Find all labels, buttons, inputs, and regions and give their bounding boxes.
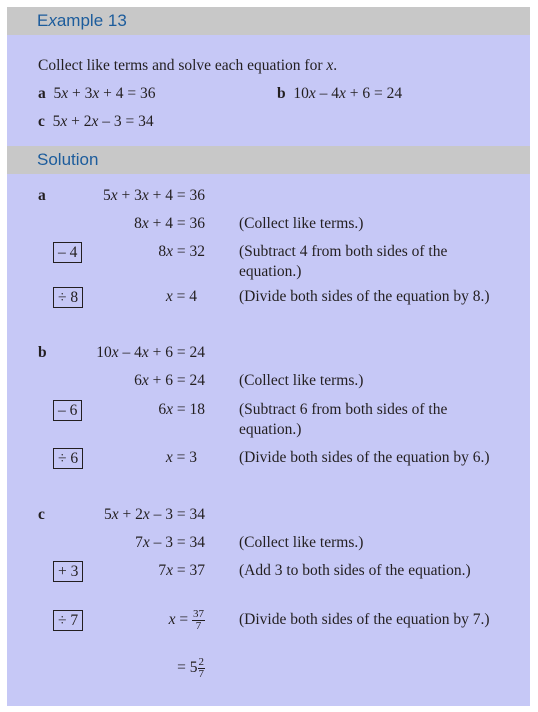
solution-c-line1: 5x + 2x – 3 = 34 <box>103 506 205 523</box>
solution-c-label: c <box>38 506 45 523</box>
solution-c-line2: 7x – 3 = 34 <box>135 534 205 551</box>
solution-b-op3: – 6 <box>53 400 82 421</box>
solution-c-note4: (Divide both sides of the equation by 7.) <box>239 611 490 628</box>
fraction-37-7: $\frac{37}{7}$ <box>193 607 204 632</box>
solution-c-note3: (Add 3 to both sides of the equation.) <box>239 562 471 579</box>
question-b: b 10x – 4x + 6 = 24 <box>277 85 403 102</box>
solution-b-line1: 10x – 4x + 6 = 24 <box>96 344 205 361</box>
solution-a-op3: – 4 <box>53 242 82 263</box>
solution-a-line2: 8x + 4 = 36 <box>134 215 205 232</box>
solution-b-op4: ÷ 6 <box>53 448 83 469</box>
question-c: c 5x + 2x – 3 = 34 <box>38 113 154 130</box>
question-a: a 5x + 3x + 4 = 36 <box>38 85 156 102</box>
solution-b-line3: 6x = 18 <box>158 401 205 418</box>
solution-a-line3: 8x = 32 <box>158 243 205 260</box>
example-card <box>7 7 530 706</box>
solution-b-note2: (Collect like terms.) <box>239 372 364 389</box>
solution-c-line3: 7x = 37 <box>158 562 205 579</box>
solution-a-line4: x = 4 <box>165 288 197 305</box>
solution-a-op4: ÷ 8 <box>53 287 83 308</box>
solution-a-label: a <box>38 187 46 204</box>
solution-c-line5: = 5 $\frac{2}{7}$ <box>177 655 204 680</box>
fraction-2-7: $\frac{2}{7}$ <box>198 655 204 680</box>
solution-title: Solution <box>7 146 530 174</box>
solution-b-note3: (Subtract 6 from both sides of the equation.) <box>239 401 448 438</box>
solution-a-line1: 5x + 3x + 4 = 36 <box>102 187 205 204</box>
solution-b-note4: (Divide both sides of the equation by 6.) <box>239 449 490 466</box>
solution-b-label: b <box>38 344 47 361</box>
solution-c-op4: ÷ 7 <box>53 610 83 631</box>
solution-c-op3: + 3 <box>53 561 83 582</box>
solution-b-line2: 6x + 6 = 24 <box>134 372 205 389</box>
solution-b-line4: x = 3 <box>165 449 197 466</box>
solution-c-note2: (Collect like terms.) <box>239 534 364 551</box>
example-title: Example 13 <box>7 7 530 35</box>
solution-a-note3: (Subtract 4 from both sides of the equation.) <box>239 243 448 280</box>
instruction: Collect like terms and solve each equation for x. <box>38 57 338 74</box>
solution-a-note4: (Divide both sides of the equation by 8.) <box>239 288 490 305</box>
solution-a-note2: (Collect like terms.) <box>239 215 364 232</box>
solution-c-line4: x = $\frac{37}{7}$ <box>168 607 204 632</box>
